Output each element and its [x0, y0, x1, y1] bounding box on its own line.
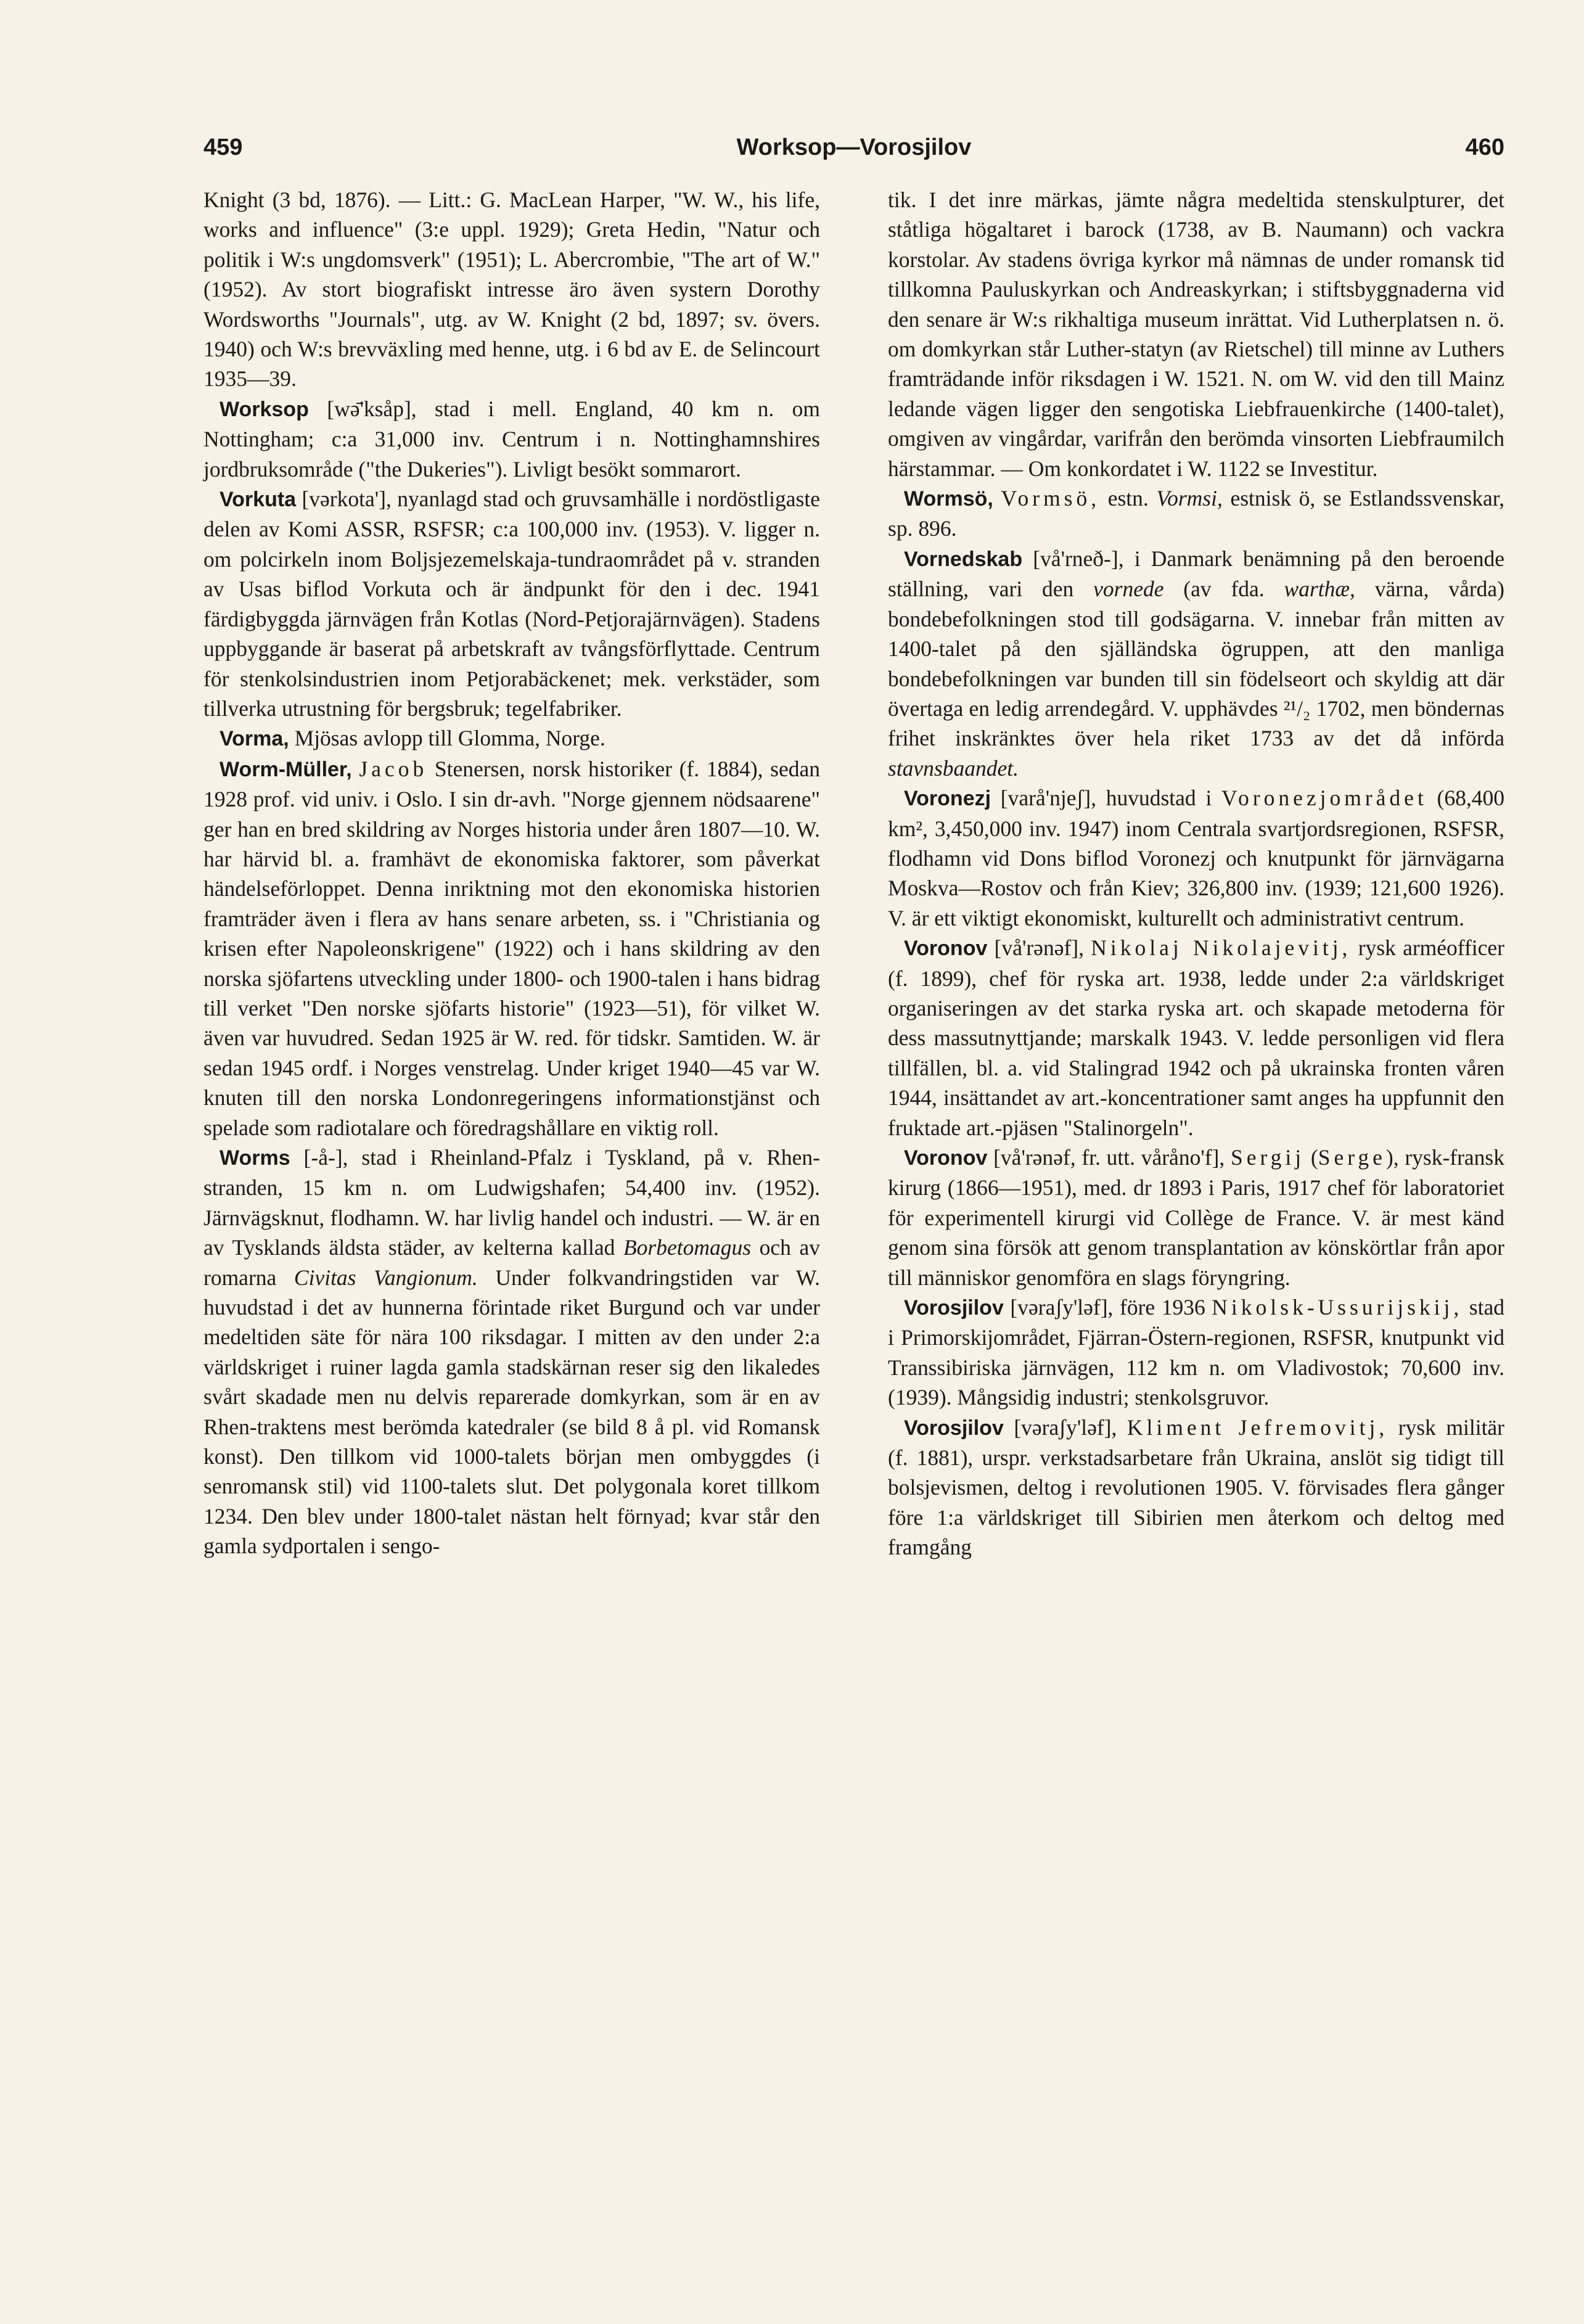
headword: Vorkuta	[220, 488, 297, 512]
entry-vorosjilov-person: Vorosjilov [vəraʃy'ləf], Kliment Jefremovitj, rysk militär (f. 1881), urspr. verkstadsarbetare från Ukraina, anslöt sig tidigt till bolsjevismen, deltog i revolutionen 1905. V. förvisades flera gånger före 1:a världskriget till Sibirien men återkom och deltog med framgång	[888, 1415, 1505, 1560]
headword: Vorosjilov	[904, 1416, 1004, 1440]
headword: Worksop	[220, 397, 309, 421]
left-column	[203, 185, 820, 1561]
entry-vorkuta: Vorkuta [vərkota'], nyanlagd stad och gruvsamhälle i nordöstligaste delen av Komi ASSR, RSFSR; c:a 100,000 inv. (1953). V. ligger n. om polcirkeln inom Boljsjezemelskaja-tundraområdet på v. stranden av Usas biflod Vorkuta och är ändpunkt för den i dec. 1941 färdigbyggda järnvägen från Kotlas (Nord-Petjorajärnvägen). Stadens uppbyggande är baserat på arbetskraft av tvångsförflyttade. Centrum för stenkolsindustrien inom Petjorabäckenet; mek. verkstäder, som tillverka utrustning för bergsbruk; tegelfabriker.	[203, 487, 820, 721]
running-title: Worksop—Vorosjilov	[736, 134, 972, 160]
entry-wormso: Wormsö, Vormsö, estn. Vormsi, estnisk ö, se Estlandssvenskar, sp. 896.	[888, 486, 1504, 541]
headword: Worms	[220, 1146, 290, 1170]
entry-voronezj: Voronezj [varå'njeʃ], huvudstad i Voronezjområdet (68,400 km², 3,450,000 inv. 1947) inom Centrala svartjordsregionen, RSFSR, flodhamn vid Dons biflod Voronezj och knutpunkt för järnvägarna Moskva—Rostov och från Kiev; 326,800 inv. (1939; 121,600 1926). V. är ett viktigt ekonomiskt, kulturellt och administrativt centrum.	[888, 786, 1504, 930]
entry-continuation: tik. I det inre märkas, jämte några medeltida stenskulpturer, det ståtliga högaltaret i barock (1738, av B. Naumann) och vackra korstolar. Av stadens övriga kyrkor må nämnas de under romansk tid tillkomna Pauluskyrkan och Andreaskyrkan; i stiftsbyggnaderna vid den senare är W:s rikhaltiga museum inrättat. Vid Lutherplatsen n. ö. om domkyrkan står Luther-statyn (av Rietschel) till minne av Luthers framträdande inför riksdagen i W. 1521. N. om W. vid den till Mainz ledande vägen ligger den sengotiska Liebfrauenkirche (1400-talet), omgiven av vingårdar, varifrån den berömda vinsorten Liebfraumilch härstammar. — Om konkordatet i W. 1122 se Investitur.	[888, 187, 1504, 481]
entry-vorosjilov-city: Vorosjilov [vəraʃy'ləf], före 1936 Nikolsk-Ussurijskij, stad i Primorskijområdet, Fjärran-Östern-regionen, RSFSR, knutpunkt vid Transsibiriska järnvägen, 112 km n. om Vladivostok; 70,600 inv. (1939). Mångsidig industri; stenkolsgruvor.	[888, 1295, 1504, 1410]
entry-voronov-sergij: Voronov [vå'rənəf, fr. utt. våråno'f], Sergij (Serge), rysk-fransk kirurg (1866—1951), med. dr 1893 i Paris, 1917 chef för laboratoriet för experimentell kirurgi vid Collège de France. V. är mest känd genom sina försök att genom transplantation av könskörtlar från apor till människor genomföra en slags föryngring.	[888, 1145, 1504, 1290]
entry-vorma: Vorma, Mjösas avlopp till Glomma, Norge.	[220, 726, 605, 751]
headword: Voronov	[904, 937, 988, 961]
entry-vornedskab: Vornedskab [vå'rneð-], i Danmark benämning på den beroende ställning, vari den vornede (av fda. warthæ, värna, vårda) bondebefolkningen stod till godsägarna. V. innebar från mitten av 1400-talet på den själländska ögruppen, att den manliga bondebefolkningen var bunden till sin födelseort och skyldig att där övertaga en ledig arrendegård. V. upphävdes ²¹/₂ 1702, men böndernas frihet inskränktes över hela riket 1733 av det då införda stavnsbaandet.	[888, 546, 1504, 781]
entry-worm-muller: Worm-Müller, Jacob Stenersen, norsk historiker (f. 1884), sedan 1928 prof. vid univ. i Oslo. I sin dr-avh. "Norge gjennem nödsaarene" ger han en bred skildring av Norges historia under åren 1807—10. W. har härvid bl. a. framhävt de ekonomiska faktorer, som påverkat händelseförloppet. Denna inriktning mot den ekonomiska historien framträder även i flera av hans senare arbeten, ss. i "Christiania og krisen efter Napoleonskrigene" (1922) och i hans skildring av den norska sjöfartens utveckling under 1800- och 1900-talen i hans bidrag till verket "Den norske sjöfarts historie" (1923—51), för vilket W. även var huvudred. Sedan 1925 är W. red. för tidskr. Samtiden. W. är sedan 1945 ordf. i Norges venstrelag. Under kriget 1940—45 var W. knuten till den norska Londonregeringens informationstjänst och spelade som radiotalare och föredragshållare en viktig roll.	[203, 756, 821, 1140]
entry-continuation: Knight (3 bd, 1876). — Litt.: G. MacLean Harper, "W. W., his life, works and influence" (3:e uppl. 1929); Greta Hedin, "Natur och politik i W:s ungdomsverk" (1951); L. Abercrombie, "The art of W." (1952). Av stort biografiskt intresse äro även systern Dorothy Wordsworths "Journals", utg. av W. Knight (2 bd, 1897; sv. övers. 1940) och W:s brevväxling med henne, utg. i 6 bd av E. de Selincourt 1935—39.	[203, 187, 820, 392]
entry-voronov-nikolaj: Voronov [vå'rənəf], Nikolaj Nikolajevitj, rysk arméofficer (f. 1899), chef för ryska art. 1938, ledde under 2:a världskriget organiseringen av det starka ryska art. och skapade metoderna för dess massutnyttjande; marskalk 1943. V. ledde personligen vid flera tillfällen, bl. a. vid Stalingrad 1942 och på ukrainska fronten våren 1944, insättandet av art.-koncentrationer samt anges ha uppfunnit den fruktade art.-pjäsen "Stalinorgeln".	[888, 935, 1504, 1140]
running-header	[203, 134, 1504, 171]
headword: Voronov	[904, 1146, 988, 1170]
headword: Wormsö,	[904, 487, 993, 511]
headword: Vornedskab	[904, 547, 1023, 571]
headword: Worm-Müller,	[220, 757, 352, 781]
headword: Voronezj	[904, 787, 991, 811]
headword: Vorma,	[220, 727, 289, 751]
page-number-right: 460	[1465, 134, 1504, 160]
entry-worksop: Worksop [wə̄'ksåp], stad i mell. England, 40 km n. om Nottingham; c:a 31,000 inv. Centrum i n. Nottinghamnshires jordbruksområde ("the Dukeries"). Livligt besökt sommarort.	[203, 396, 820, 482]
entry-worms: Worms [-å-], stad i Rheinland-Pfalz i Tyskland, på v. Rhen-stranden, 15 km n. om Ludwigshafen; 54,400 inv. (1952). Järnvägsknut, flodhamn. W. har livlig handel och industri. — W. är en av Tysklands äldsta städer, av kelterna kallad Borbetomagus och av romarna Civitas Vangionum. Under folkvandringstiden var W. huvudstad i det av hunnerna förintade riket Burgund och var under medeltiden säte för nära 100 riksdagar. I mitten av den under 2:a världskriget i ruiner lagda gamla stadskärnan reser sig den likaledes svårt skadade men nu delvis reparerade domkyrkan, som är en av Rhen-traktens mest berömda katedraler (se bild 8 å pl. vid Romansk konst). Den tillkom vid 1000-talets början men ombyggdes (i senromansk stil) vid 1100-talets slut. Det polygonala koret tillkom 1234. Den blev under 1800-talet nästan helt förnyad; kvar står den gamla sydportalen i sengo-	[203, 1145, 821, 1559]
right-column	[888, 185, 1504, 1562]
headword: Vorosjilov	[904, 1296, 1004, 1320]
page-number-left: 459	[203, 134, 243, 160]
